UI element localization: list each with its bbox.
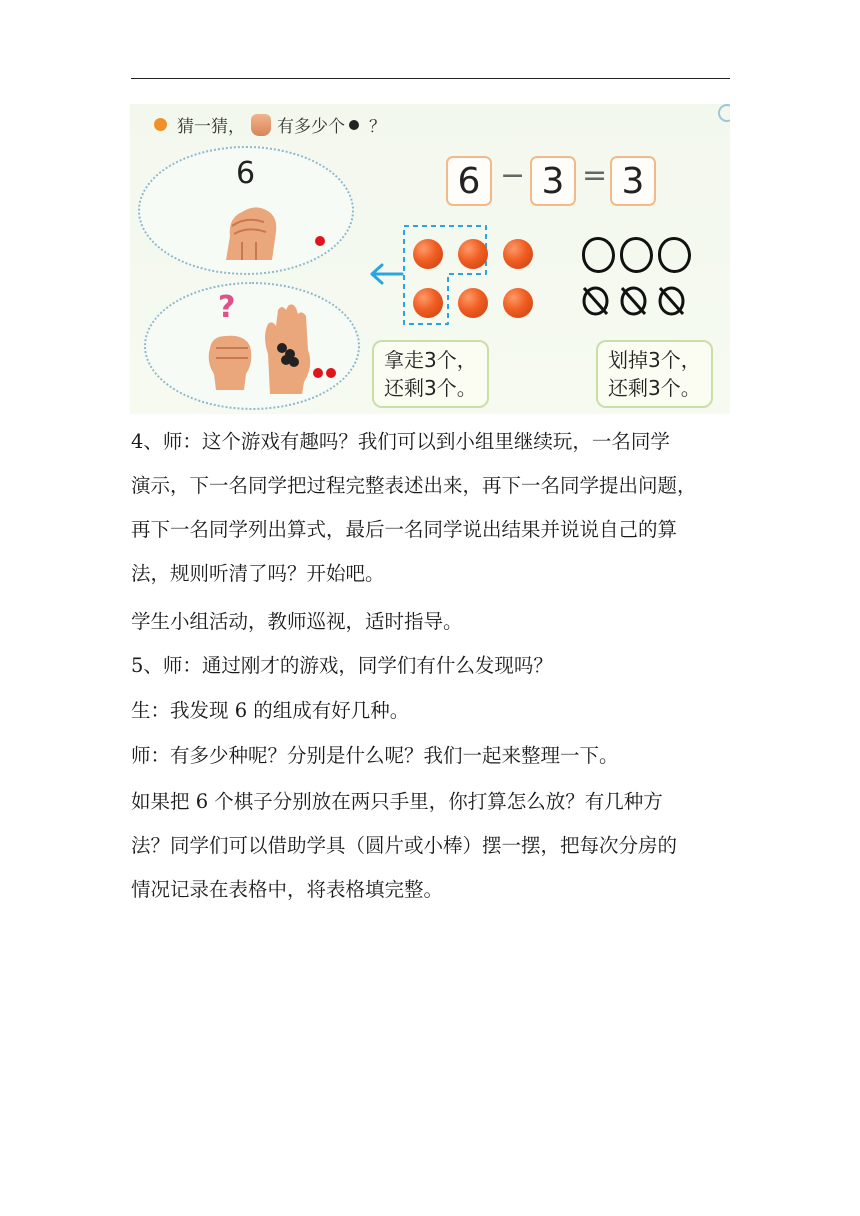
text-line: 如果把 6 个棋子分别放在两只手里，你打算怎么放？有几种方 bbox=[131, 790, 663, 813]
left-arrow-icon bbox=[368, 262, 404, 286]
cloud-number: 6 bbox=[236, 156, 256, 191]
text-line: 演示，下一名同学把过程完整表述出来，再下一名同学提出问题， bbox=[131, 474, 697, 497]
note-cross-out bbox=[596, 340, 713, 408]
open-hand-icon bbox=[260, 302, 316, 394]
note-line: 还剩3个。 bbox=[384, 376, 477, 400]
ball-icon bbox=[458, 288, 488, 318]
paragraph-question-5 bbox=[131, 644, 731, 688]
text-line: 法？同学们可以借助学具（圆片或小棒）摆一摆，把每次分房的 bbox=[131, 834, 678, 857]
note-take-away bbox=[372, 340, 489, 408]
paragraph-activity bbox=[131, 600, 731, 644]
header-rule bbox=[131, 78, 730, 79]
ball-icon bbox=[458, 239, 488, 269]
equation-subtrahend: 3 bbox=[530, 156, 576, 206]
text-line: 5、师：通过刚才的游戏，同学们有什么发现吗？ bbox=[131, 654, 553, 677]
corner-decoration bbox=[718, 104, 730, 122]
circle-icon bbox=[658, 237, 691, 273]
crossed-circle-icon bbox=[658, 286, 685, 316]
paragraph-student-answer bbox=[131, 689, 731, 733]
note-line: 还剩3个。 bbox=[608, 376, 701, 400]
circle-icon bbox=[620, 237, 653, 273]
red-dot-icon bbox=[326, 368, 336, 378]
red-dot-icon bbox=[315, 236, 325, 246]
text-line: 生：我发现 6 的组成有好几种。 bbox=[131, 699, 410, 722]
equation-minuend: 6 bbox=[446, 156, 492, 206]
title-suffix: 有多少个 bbox=[277, 117, 345, 137]
equation-minus: − bbox=[500, 158, 526, 193]
text-line: 学生小组活动，教师巡视，适时指导。 bbox=[131, 610, 463, 633]
paragraph-task bbox=[131, 780, 731, 912]
circle-icon bbox=[582, 237, 615, 273]
ball-icon bbox=[413, 288, 443, 318]
orange-bullet-icon bbox=[154, 118, 167, 131]
title-text: 猜一猜， bbox=[177, 117, 245, 137]
note-line: 拿走3个， bbox=[384, 348, 477, 372]
ball-icon bbox=[413, 239, 443, 269]
paragraph-teacher-reply bbox=[131, 734, 731, 778]
red-dot-icon bbox=[313, 368, 323, 378]
fist-icon bbox=[251, 114, 271, 136]
crossed-circle-icon bbox=[582, 286, 609, 316]
clasped-hands-icon bbox=[212, 196, 284, 262]
ball-icon bbox=[503, 239, 533, 269]
text-line: 法，规则听清了吗？开始吧。 bbox=[131, 562, 385, 585]
chess-piece-icon bbox=[349, 120, 359, 130]
textbook-illustration bbox=[130, 104, 730, 414]
crossed-circle-icon bbox=[620, 286, 647, 316]
closed-fist-icon bbox=[204, 328, 256, 390]
equation-equals: = bbox=[582, 158, 608, 193]
equation-result: 3 bbox=[610, 156, 656, 206]
illustration-title bbox=[154, 112, 386, 137]
paragraph-game-instructions bbox=[131, 420, 731, 596]
text-line: 情况记录在表格中，将表格填完整。 bbox=[131, 878, 444, 901]
title-question: ？ bbox=[369, 117, 386, 137]
ball-icon bbox=[503, 288, 533, 318]
note-line: 划掉3个， bbox=[608, 348, 701, 372]
text-line: 师：有多少种呢？分别是什么呢？我们一起来整理一下。 bbox=[131, 744, 619, 767]
question-mark-icon: ? bbox=[218, 290, 236, 325]
text-line: 4、师：这个游戏有趣吗？我们可以到小组里继续玩，一名同学 bbox=[131, 430, 670, 453]
text-line: 再下一名同学列出算式，最后一名同学说出结果并说说自己的算 bbox=[131, 518, 678, 541]
